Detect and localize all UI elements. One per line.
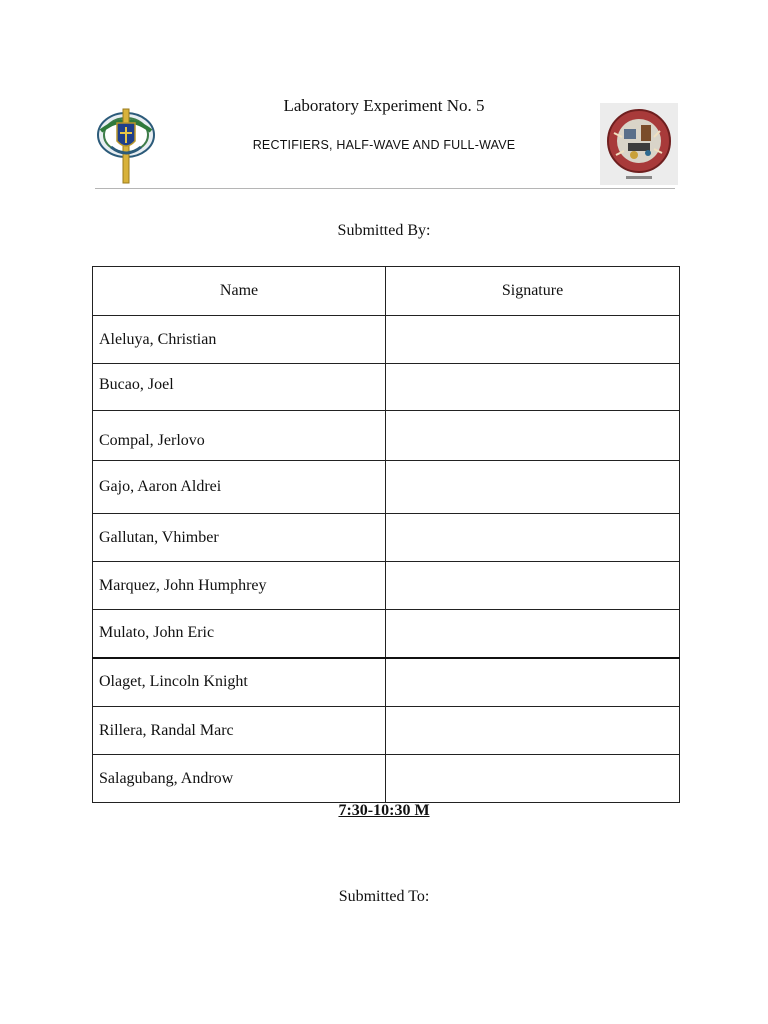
signature-cell	[386, 562, 680, 610]
signature-cell	[386, 755, 680, 803]
member-name: Olaget, Lincoln Knight	[93, 658, 386, 707]
member-name: Marquez, John Humphrey	[93, 562, 386, 610]
table-row	[93, 658, 680, 707]
signature-cell	[386, 461, 680, 514]
class-schedule: 7:30-10:30 M	[338, 802, 430, 819]
table-row	[93, 364, 680, 411]
signature-cell	[386, 514, 680, 562]
header-divider	[95, 188, 675, 189]
member-name: Bucao, Joel	[93, 364, 386, 411]
member-name: Salagubang, Androw	[93, 755, 386, 803]
table-row	[93, 610, 680, 658]
table-row	[93, 755, 680, 803]
members-table	[92, 266, 680, 803]
experiment-subtitle: RECTIFIERS, HALF-WAVE AND FULL-WAVE	[252, 138, 516, 152]
signature-cell	[386, 658, 680, 707]
table-row	[93, 707, 680, 755]
submitted-to-label: Submitted To:	[338, 888, 430, 905]
column-header-signature: Signature	[386, 267, 680, 316]
signature-cell	[386, 411, 680, 461]
member-name: Mulato, John Eric	[93, 610, 386, 658]
member-name: Aleluya, Christian	[93, 316, 386, 364]
column-header-name: Name	[93, 267, 386, 316]
member-name: Compal, Jerlovo	[93, 411, 386, 461]
member-name: Rillera, Randal Marc	[93, 707, 386, 755]
member-name: Gallutan, Vhimber	[93, 514, 386, 562]
member-name: Gajo, Aaron Aldrei	[93, 461, 386, 514]
table-header-row	[93, 267, 680, 316]
table-row	[93, 514, 680, 562]
signature-cell	[386, 316, 680, 364]
table-row	[93, 461, 680, 514]
table-row	[93, 316, 680, 364]
table-row	[93, 562, 680, 610]
signature-cell	[386, 364, 680, 411]
signature-cell	[386, 610, 680, 658]
submitted-by-label: Submitted By:	[337, 222, 431, 239]
signature-cell	[386, 707, 680, 755]
table-row	[93, 411, 680, 461]
page-title: Laboratory Experiment No. 5	[283, 96, 485, 115]
